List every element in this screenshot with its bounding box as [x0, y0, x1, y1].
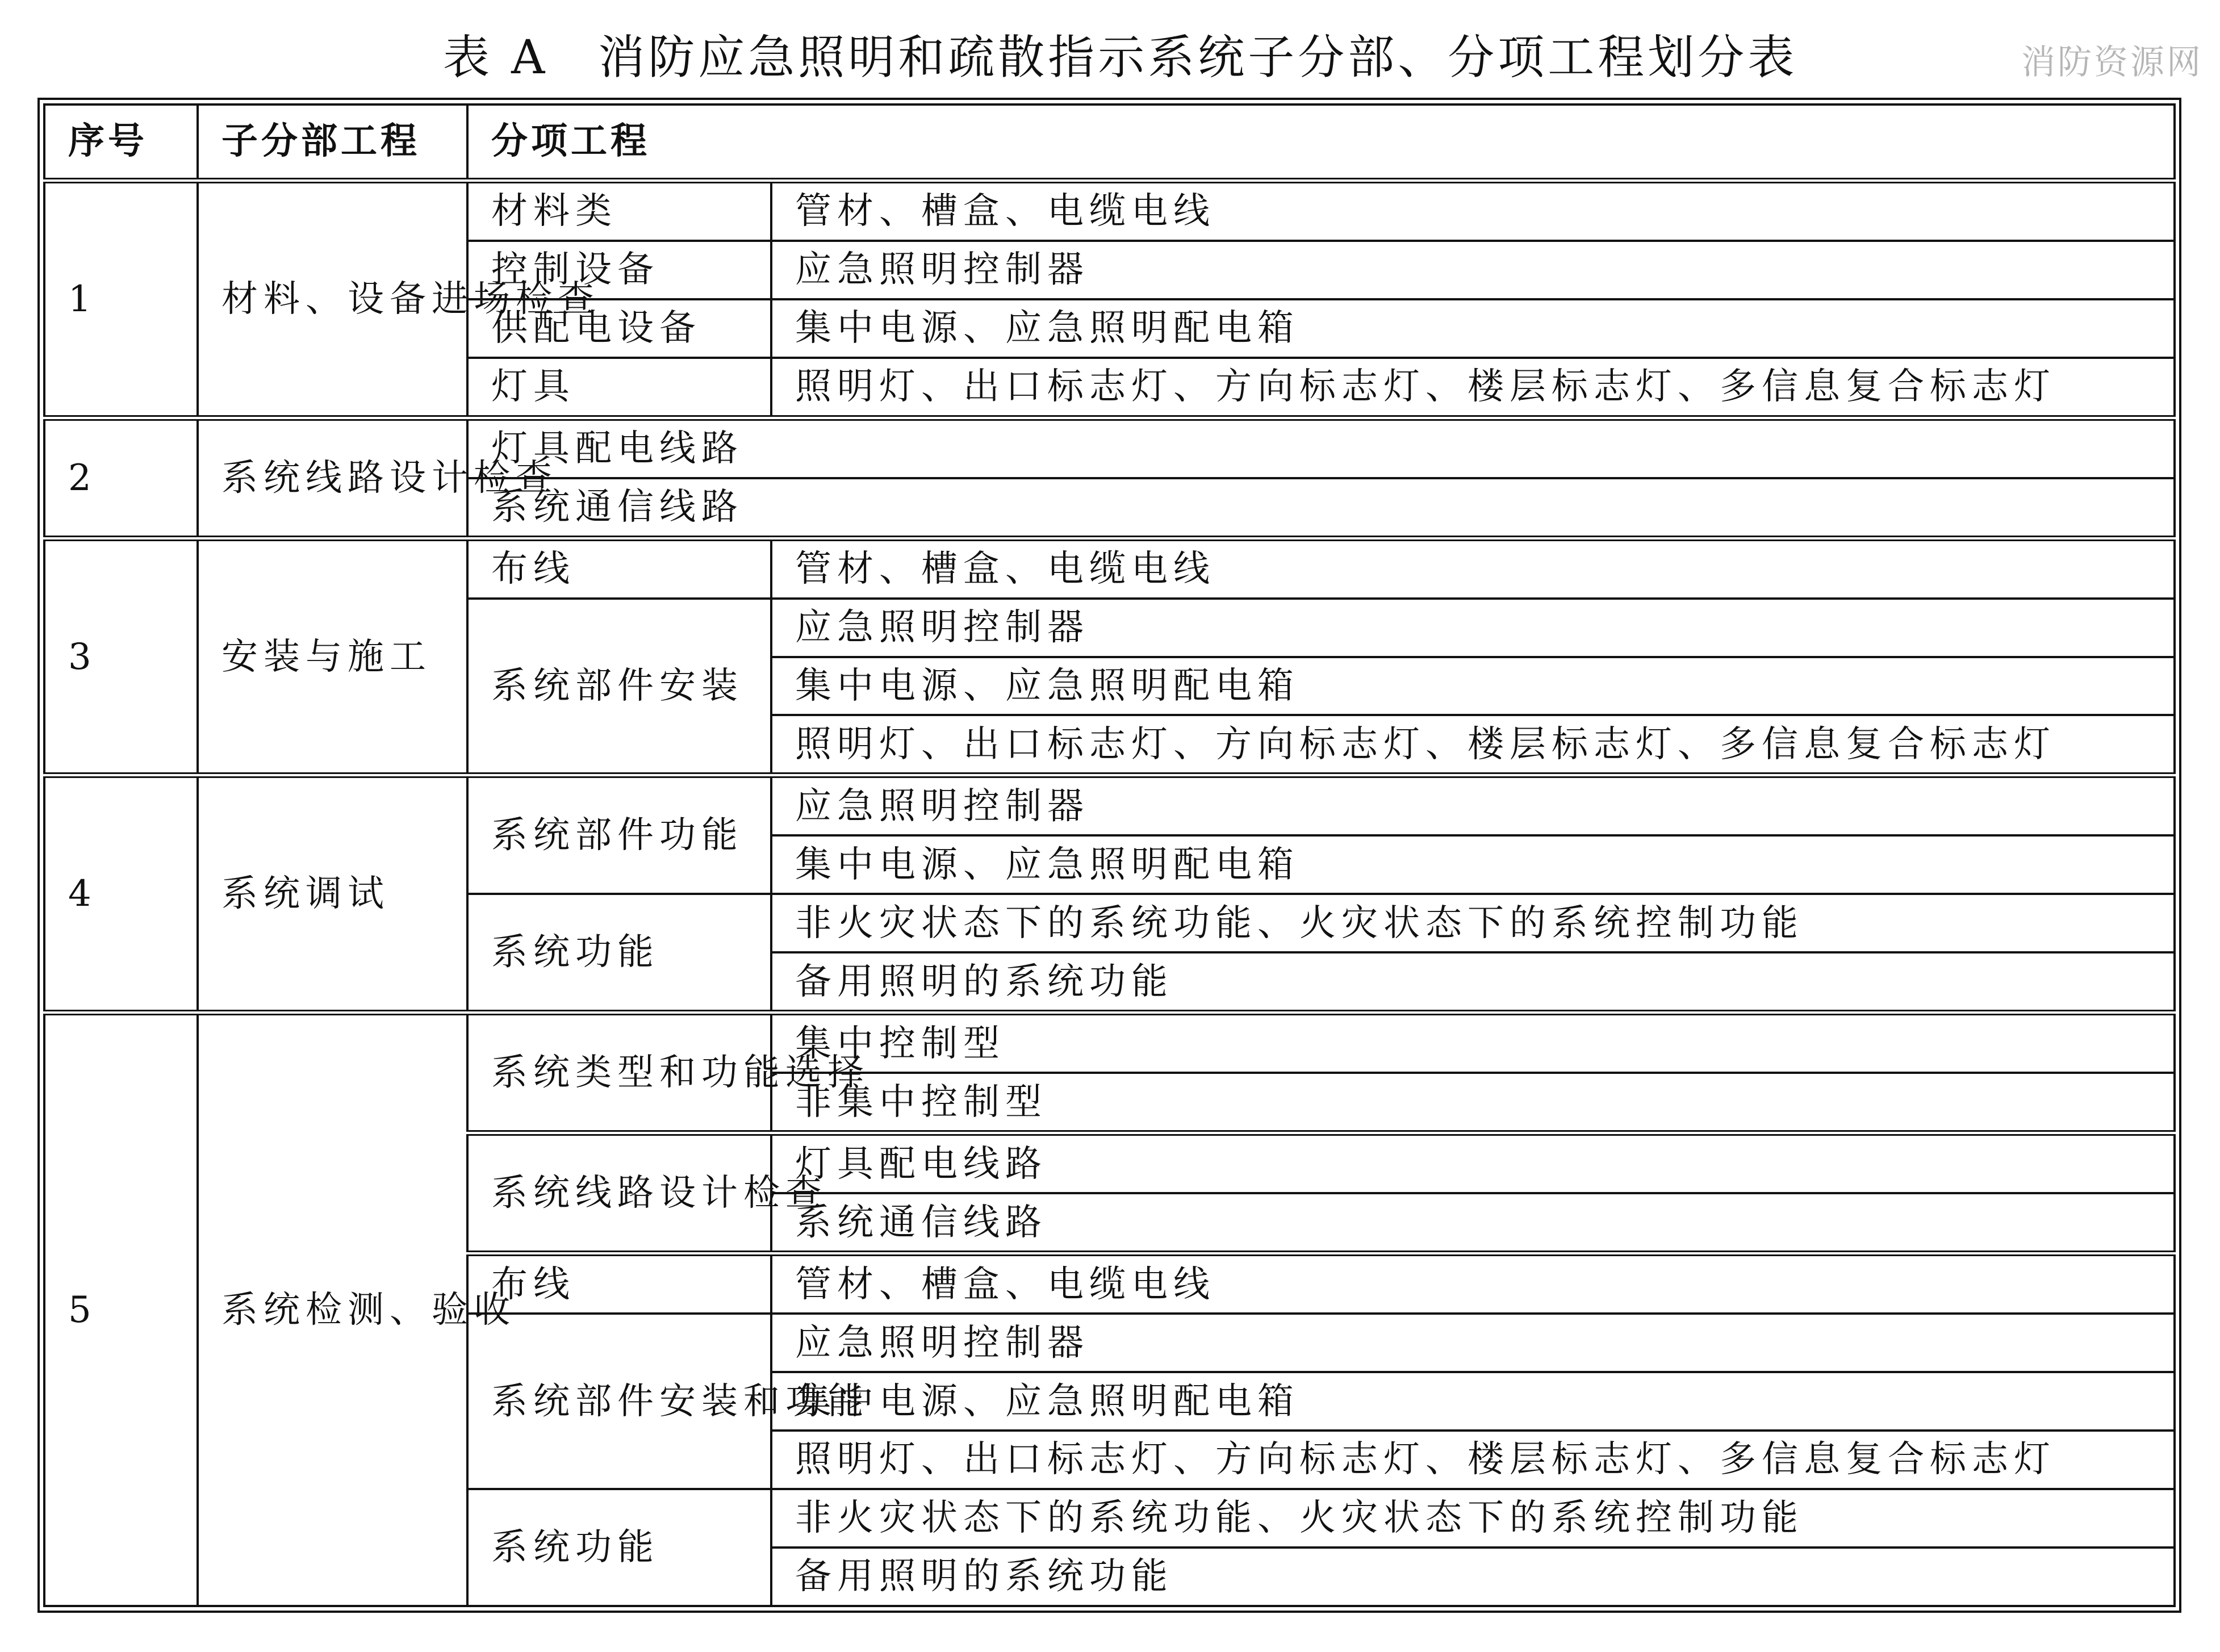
division-table-frame — [37, 98, 2181, 1613]
sub-item-name: 系统部件安装和功能 — [467, 1314, 771, 1489]
group-number: 4 — [44, 775, 198, 1013]
sub-item-name: 供配电设备 — [467, 299, 771, 358]
sub-item-name: 系统线路设计检查 — [467, 1133, 771, 1253]
subdivision-name: 系统调试 — [198, 775, 467, 1013]
item-detail: 照明灯、出口标志灯、方向标志灯、楼层标志灯、多信息复合标志灯 — [771, 358, 2175, 418]
header-no: 序号 — [44, 104, 198, 181]
group-number: 2 — [44, 418, 198, 538]
sub-item-name: 灯具 — [467, 358, 771, 418]
division-table — [43, 103, 2176, 1607]
item-detail: 非集中控制型 — [771, 1073, 2175, 1133]
item-detail: 应急照明控制器 — [771, 241, 2175, 299]
header-row — [44, 104, 2175, 181]
item-detail: 非火灾状态下的系统功能、火灾状态下的系统控制功能 — [771, 894, 2175, 952]
table-title: 表 A 消防应急照明和疏散指示系统子分部、分项工程划分表 — [443, 31, 1798, 85]
item-detail: 管材、槽盒、电缆电线 — [771, 1253, 2175, 1314]
sub-item-name: 控制设备 — [467, 241, 771, 299]
item-detail: 集中电源、应急照明配电箱 — [771, 835, 2175, 894]
sub-item-name: 布线 — [467, 538, 771, 599]
group-number: 3 — [44, 538, 198, 776]
subdivision-name: 材料、设备进场检查 — [198, 181, 467, 418]
item-detail: 应急照明控制器 — [771, 775, 2175, 835]
item-detail: 管材、槽盒、电缆电线 — [771, 538, 2175, 599]
item-detail: 非火灾状态下的系统功能、火灾状态下的系统控制功能 — [771, 1489, 2175, 1548]
sub-item-name: 系统部件安装 — [467, 599, 771, 776]
item-detail: 集中电源、应急照明配电箱 — [771, 1372, 2175, 1431]
subdivision-name: 系统线路设计检查 — [198, 418, 467, 538]
table-row — [44, 538, 2175, 599]
item-detail: 集中控制型 — [771, 1013, 2175, 1073]
subdivision-name: 系统检测、验收 — [198, 1013, 467, 1606]
sub-item-name: 系统类型和功能选择 — [467, 1013, 771, 1133]
header-item: 分项工程 — [467, 104, 2175, 181]
item-detail: 灯具配电线路 — [771, 1133, 2175, 1193]
item-detail: 照明灯、出口标志灯、方向标志灯、楼层标志灯、多信息复合标志灯 — [771, 1431, 2175, 1489]
item-detail: 备用照明的系统功能 — [771, 952, 2175, 1013]
table-row — [44, 418, 2175, 478]
subdivision-name: 安装与施工 — [198, 538, 467, 776]
table-row — [44, 775, 2175, 835]
watermark: 消防资源网 — [2021, 43, 2203, 82]
sub-item-name: 系统部件功能 — [467, 775, 771, 894]
sub-item-name: 灯具配电线路 — [467, 418, 2175, 478]
item-detail: 系统通信线路 — [771, 1193, 2175, 1253]
sub-item-name: 布线 — [467, 1253, 771, 1314]
item-detail: 照明灯、出口标志灯、方向标志灯、楼层标志灯、多信息复合标志灯 — [771, 715, 2175, 775]
table-row — [44, 181, 2175, 241]
table-row — [44, 1013, 2175, 1073]
item-detail: 管材、槽盒、电缆电线 — [771, 181, 2175, 241]
item-detail: 应急照明控制器 — [771, 1314, 2175, 1372]
item-detail: 备用照明的系统功能 — [771, 1548, 2175, 1606]
sub-item-name: 系统通信线路 — [467, 478, 2175, 538]
group-number: 5 — [44, 1013, 198, 1606]
sub-item-name: 材料类 — [467, 181, 771, 241]
sub-item-name: 系统功能 — [467, 1489, 771, 1606]
header-sub: 子分部工程 — [198, 104, 467, 181]
item-detail: 集中电源、应急照明配电箱 — [771, 299, 2175, 358]
group-number: 1 — [44, 181, 198, 418]
item-detail: 应急照明控制器 — [771, 599, 2175, 657]
sub-item-name: 系统功能 — [467, 894, 771, 1013]
item-detail: 集中电源、应急照明配电箱 — [771, 657, 2175, 716]
